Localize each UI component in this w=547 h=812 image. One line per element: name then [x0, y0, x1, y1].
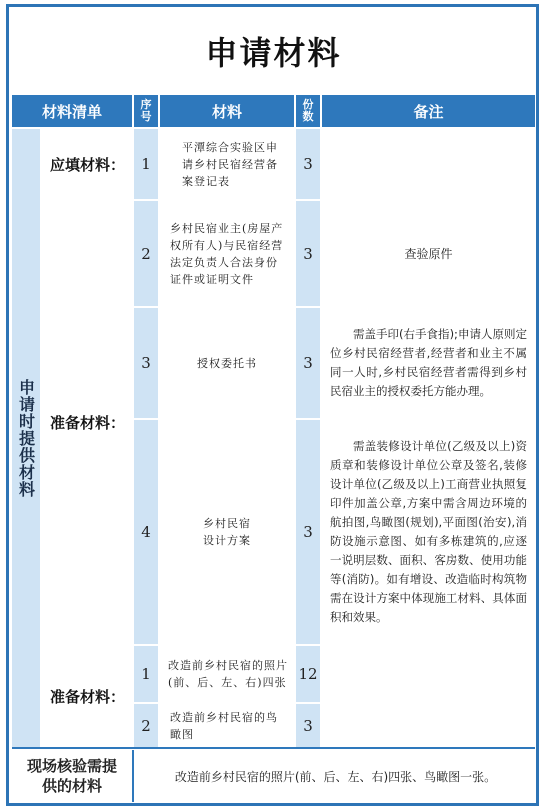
row-1-remark	[322, 129, 535, 199]
row-2-count: 3	[296, 201, 320, 306]
row-3-remark: 需盖手印(右手食指);申请人原则定位乡村民宿经营者,经营者和业主不属同一人时,乡村民宿经营者需得到乡村民宿业主的授权委托方能办理。	[330, 327, 527, 398]
side-label: 申请时提供材料	[16, 378, 36, 498]
header-count	[296, 95, 320, 127]
row-3-seq: 3	[134, 308, 158, 418]
row-1-seq: 1	[134, 129, 158, 199]
header-count-top: 份	[302, 98, 314, 111]
row-4-remark-cell	[322, 420, 535, 644]
header-count-bottom: 数	[302, 110, 314, 123]
header-seq	[134, 95, 158, 127]
row-1-count: 3	[296, 129, 320, 199]
row-6-count: 3	[296, 704, 320, 747]
row-6-seq: 2	[134, 704, 158, 747]
row-2-seq: 2	[134, 201, 158, 306]
row-6-material-cell	[160, 704, 294, 747]
row-4-seq: 4	[134, 420, 158, 644]
row-5-material-cell	[160, 646, 294, 702]
row-2-remark: 查验原件	[322, 201, 535, 306]
row-1-material-cell	[160, 129, 294, 199]
row-3-count: 3	[296, 308, 320, 418]
row-4-material: 乡村民宿 设计方案	[203, 517, 251, 547]
footer-text: 改造前乡村民宿的照片(前、后、左、右)四张、鸟瞰图一张。	[136, 750, 535, 802]
row-5-count: 12	[296, 646, 320, 702]
row-3-material-cell	[160, 308, 294, 418]
row-2-material-cell	[160, 201, 294, 306]
section-prepare-2: 准备材料：	[40, 646, 132, 747]
row-6-material: 改造前乡村民宿的鸟瞰图	[170, 710, 278, 741]
header-seq-bottom: 号	[140, 110, 152, 123]
footer-divider	[12, 747, 535, 749]
section-prepare: 准备材料：	[40, 201, 132, 644]
row-4-remark: 需盖装修设计单位(乙级及以上)资质章和装修设计单位公章及签名,装修设计单位(乙级及以上)工商营业执照复印件加盖公章,方案中需含周边环境的航拍图,鸟瞰图(规划),平面图(治安),消防设施示意图、如有多栋建筑的,应逐一说明层数、面积、客房数、使用功能等(消防)。如有增设、改造临时构筑物需在设计方案中体现施工材料、具体面积和效果。	[330, 439, 527, 624]
rows-5-6-remark	[322, 646, 535, 747]
footer-label: 现场核验需提供的材料	[12, 750, 132, 802]
footer-separator	[132, 750, 134, 802]
header-material: 材料	[160, 95, 294, 127]
header-list: 材料清单	[12, 95, 132, 127]
row-4-material-cell	[160, 420, 294, 644]
side-label-cell	[12, 129, 40, 747]
row-3-material: 授权委托书	[197, 356, 257, 370]
row-4-count: 3	[296, 420, 320, 644]
header-seq-top: 序	[140, 98, 152, 111]
section-fill: 应填材料：	[40, 129, 132, 199]
header-remark: 备注	[322, 95, 535, 127]
row-2-material: 乡村民宿业主(房屋产权所有人)与民宿经营法定负责人合法身份证件或证明文件	[170, 221, 284, 286]
row-1-material: 平潭综合实验区申请乡村民宿经营备案登记表	[182, 140, 278, 188]
row-5-material: 改造前乡村民宿的照片(前、后、左、右)四张	[168, 659, 288, 689]
row-5-seq: 1	[134, 646, 158, 702]
page-title: 申请材料	[205, 34, 342, 72]
row-3-remark-cell	[322, 308, 535, 418]
